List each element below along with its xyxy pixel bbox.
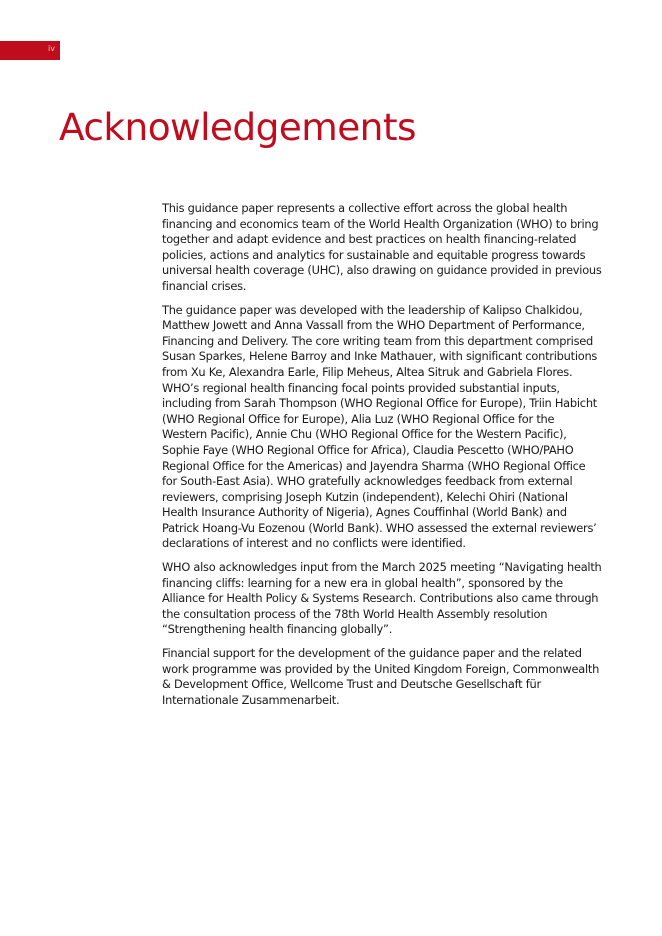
paragraph-collective-effort: This guidance paper represents a collective effort across the global health financing and economics team of the World Health Organization (WHO) to bring together and adapt evidence and best practices on health financing-related policies, actions and analytics for sustainable and equitable progress towards universal health coverage (UHC), also drawing on guidance provided in previous financial crises.	[162, 201, 602, 293]
paragraph-meeting-input: WHO also acknowledges input from the March 2025 meeting “Navigating health financing cliffs: learning for a new era in global health”, sponsored by the Alliance for Health Policy & Systems Research. Contributions also came through the consultation process of the 78th World Health Assembly resolution “Strengthening health financing globally”.	[162, 560, 602, 637]
acknowledgements-body	[162, 201, 602, 716]
page-number: iv	[48, 44, 55, 53]
page-title: Acknowledgements	[59, 105, 416, 149]
paragraph-financial-support: Financial support for the development of the guidance paper and the related work programme was provided by the United Kingdom Foreign, Commonwealth & Development Office, Wellcome Trust and Deutsche Gesellschaft für Internationale Zusammenarbeit.	[162, 646, 600, 707]
page-number-tab	[0, 41, 60, 60]
paragraph-contributors: The guidance paper was developed with the leadership of Kalipso Chalkidou, Matthew Jowett and Anna Vassall from the WHO Department of Performance, Financing and Delivery. The core writing team from this department comprised Susan Sparkes, Helene Barroy and Inke Mathauer, with significant contributions from Xu Ke, Alexandra Earle, Filip Meheus, Altea Sitruk and Gabriela Flores. WHO’s regional health financing focal points provided substantial inputs, including from Sarah Thompson (WHO Regional Office for Europe), Triin Habicht (WHO Regional Office for Europe), Alia Luz (WHO Regional Office for the Western Pacific), Annie Chu (WHO Regional Office for the Western Pacific), Sophie Faye (WHO Regional Office for Africa), Claudia Pescetto (WHO/PAHO Regional Office for the Americas) and Jayendra Sharma (WHO Regional Office for South-East Asia). WHO gratefully acknowledges feedback from external reviewers, comprising Joseph Kutzin (independent), Kelechi Ohiri (National Health Insurance Authority of Nigeria), Agnes Couffinhal (World Bank) and Patrick Hoang-Vu Eozenou (World Bank). WHO assessed the external reviewers’ declarations of interest and no conflicts were identified.	[162, 302, 598, 551]
